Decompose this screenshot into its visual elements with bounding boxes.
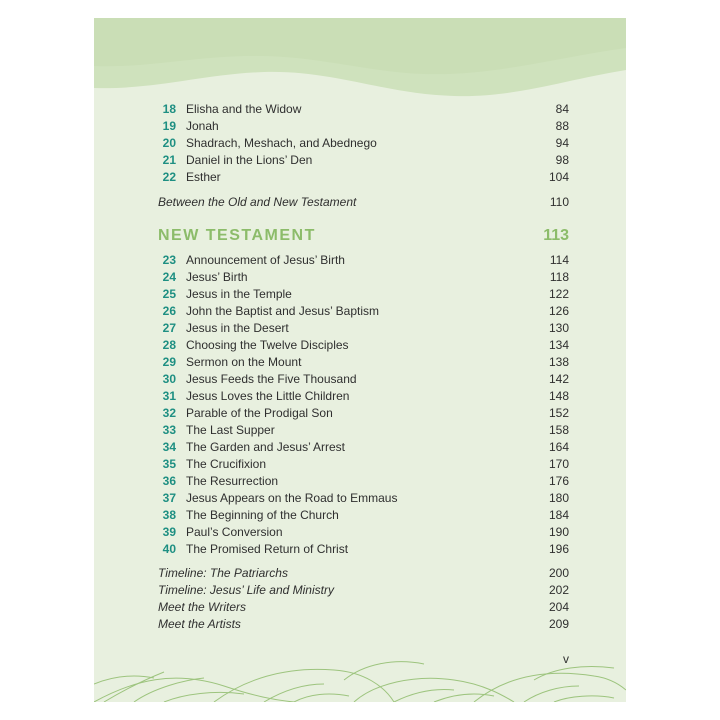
entry-number: 30	[162, 372, 176, 386]
toc-entry[interactable]	[158, 473, 569, 490]
toc-entry[interactable]	[158, 490, 569, 507]
toc-entry[interactable]	[158, 303, 569, 320]
entry-number: 39	[162, 525, 176, 539]
entry-page-number: 170	[548, 457, 569, 471]
entry-title: Choosing the Twelve Disciples	[186, 338, 349, 352]
entry-number: 38	[162, 508, 176, 522]
entry-title: Announcement of Jesus’ Birth	[186, 253, 345, 267]
entry-page-number: 84	[555, 102, 569, 116]
toc-entry[interactable]	[158, 388, 569, 405]
entry-page-number: 180	[548, 491, 569, 505]
entry-page-number: 110	[549, 195, 569, 209]
entry-page-number: 118	[549, 270, 569, 284]
toc-entry[interactable]	[158, 286, 569, 303]
entry-title: Jesus in the Desert	[186, 321, 289, 335]
entry-title: The Beginning of the Church	[186, 508, 339, 522]
toc-entry[interactable]	[158, 152, 569, 169]
entry-number: 31	[162, 389, 176, 403]
toc-entry-back-matter[interactable]	[158, 582, 569, 599]
toc-entry-back-matter[interactable]	[158, 599, 569, 616]
entry-title: Timeline: Jesus’ Life and Ministry	[158, 583, 334, 597]
entry-title: Between the Old and New Testament	[158, 195, 357, 209]
entry-title: The Crucifixion	[186, 457, 267, 471]
entry-number: 36	[162, 474, 176, 488]
entry-title: Esther	[186, 170, 221, 184]
entry-page-number: 148	[548, 389, 569, 403]
entry-number: 27	[162, 321, 176, 335]
entry-page-number: 114	[549, 253, 569, 267]
entry-page-number: 176	[548, 474, 569, 488]
toc-entry[interactable]	[158, 135, 569, 152]
entry-number: 33	[162, 423, 176, 437]
entry-page-number: 184	[548, 508, 569, 522]
entry-title: Elisha and the Widow	[186, 102, 302, 116]
toc-entry-back-matter[interactable]	[158, 616, 569, 633]
entry-page-number: 122	[548, 287, 569, 301]
entry-number: 25	[162, 287, 176, 301]
entry-number: 18	[162, 102, 176, 116]
toc-entry[interactable]	[158, 422, 569, 439]
entry-title: Jesus in the Temple	[186, 287, 292, 301]
entry-number: 19	[162, 119, 176, 133]
entry-title: The Garden and Jesus’ Arrest	[186, 440, 345, 454]
entry-number: 34	[162, 440, 176, 454]
entry-title: Meet the Artists	[158, 617, 241, 631]
entry-number: 24	[162, 270, 176, 284]
toc-entry[interactable]	[158, 320, 569, 337]
entry-page-number: 104	[548, 170, 569, 184]
entry-title: The Resurrection	[186, 474, 279, 488]
entry-page-number: 164	[548, 440, 569, 454]
entry-title: The Promised Return of Christ	[186, 542, 349, 556]
entry-number: 37	[162, 491, 176, 505]
entry-page-number: 204	[548, 600, 569, 614]
entry-page-number: 138	[548, 355, 569, 369]
toc-entry[interactable]	[158, 456, 569, 473]
entry-title: The Last Supper	[186, 423, 275, 437]
entry-page-number: 88	[555, 119, 569, 133]
toc-entry[interactable]	[158, 118, 569, 135]
book-page	[94, 18, 626, 702]
entry-page-number: 209	[548, 617, 569, 631]
entry-page-number: 190	[548, 525, 569, 539]
entry-number: 40	[162, 542, 176, 556]
entry-page-number: 98	[555, 153, 569, 167]
entry-title: Jesus’ Birth	[186, 270, 248, 284]
toc-entry[interactable]	[158, 269, 569, 286]
toc-entry[interactable]	[158, 524, 569, 541]
entry-page-number: 130	[548, 321, 569, 335]
entry-title: John the Baptist and Jesus’ Baptism	[186, 304, 379, 318]
entry-page-number: 134	[548, 338, 569, 352]
entry-number: 21	[162, 153, 176, 167]
leaf-vein-line-art	[94, 650, 626, 702]
page-folio: v	[563, 652, 569, 666]
entry-number: 35	[162, 457, 176, 471]
section-heading-new-testament[interactable]	[158, 225, 569, 247]
entry-title: Jonah	[186, 119, 219, 133]
toc-entry[interactable]	[158, 169, 569, 186]
table-of-contents	[94, 18, 626, 702]
entry-number: 22	[162, 170, 176, 184]
entry-number: 23	[162, 253, 176, 267]
toc-entry-between-testaments[interactable]	[158, 194, 569, 211]
entry-title: Paul’s Conversion	[186, 525, 283, 539]
entry-number: 20	[162, 136, 176, 150]
entry-page-number: 142	[548, 372, 569, 386]
toc-entry[interactable]	[158, 101, 569, 118]
toc-entry[interactable]	[158, 507, 569, 524]
entry-title: Parable of the Prodigal Son	[186, 406, 333, 420]
entry-title: Sermon on the Mount	[186, 355, 302, 369]
entry-title: Jesus Feeds the Five Thousand	[186, 372, 357, 386]
toc-entry[interactable]	[158, 337, 569, 354]
toc-entry[interactable]	[158, 354, 569, 371]
entry-title: Meet the Writers	[158, 600, 247, 614]
entry-title: Timeline: The Patriarchs	[158, 566, 288, 580]
entry-title: Jesus Appears on the Road to Emmaus	[186, 491, 398, 505]
section-title: NEW TESTAMENT	[158, 227, 316, 244]
entry-page-number: 202	[548, 583, 569, 597]
entry-number: 32	[162, 406, 176, 420]
entry-page-number: 126	[548, 304, 569, 318]
entry-page-number: 200	[548, 566, 569, 580]
entry-number: 29	[162, 355, 176, 369]
entry-title: Daniel in the Lions’ Den	[186, 153, 313, 167]
toc-entry[interactable]	[158, 405, 569, 422]
section-page-number: 113	[543, 227, 569, 244]
entry-title: Shadrach, Meshach, and Abednego	[186, 136, 377, 150]
entry-number: 26	[162, 304, 176, 318]
entry-number: 28	[162, 338, 176, 352]
entry-page-number: 158	[548, 423, 569, 437]
toc-entry[interactable]	[158, 541, 569, 558]
toc-entry-back-matter[interactable]	[158, 565, 569, 582]
toc-entry[interactable]	[158, 371, 569, 388]
entry-title: Jesus Loves the Little Children	[186, 389, 350, 403]
entry-page-number: 94	[555, 136, 569, 150]
entry-page-number: 196	[548, 542, 569, 556]
toc-entry[interactable]	[158, 439, 569, 456]
entry-page-number: 152	[548, 406, 569, 420]
toc-entry[interactable]	[158, 252, 569, 269]
